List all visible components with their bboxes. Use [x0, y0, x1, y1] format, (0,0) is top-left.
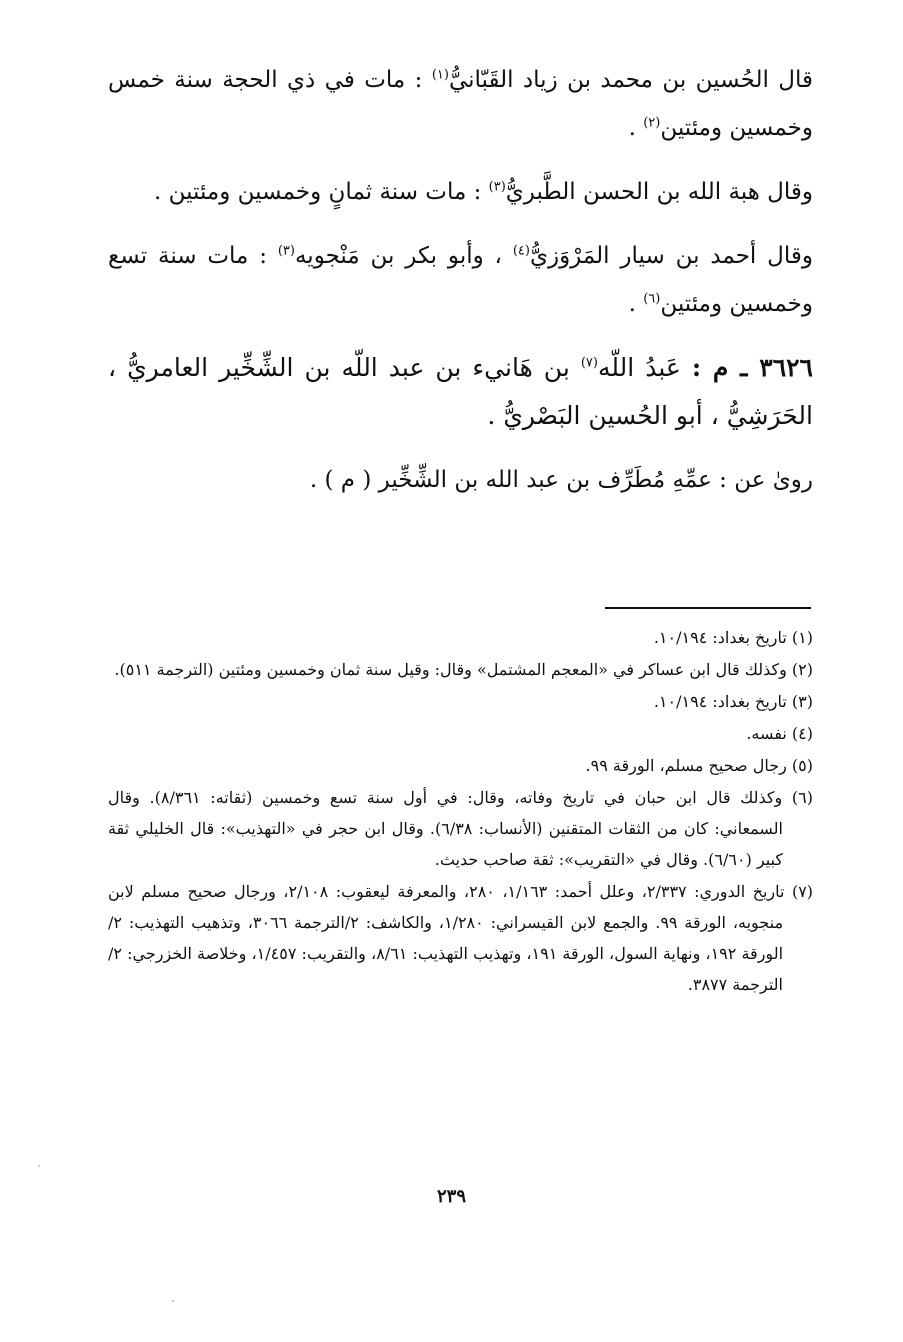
paragraph-marwazi: [108, 232, 813, 328]
text-segment: ، وأبو بكر بن مَنْجويه: [294, 243, 513, 269]
paragraph-qabbani: [108, 56, 813, 152]
text-segment: وقال هبة الله بن الحسن الطَّبريُّ: [505, 179, 813, 205]
paragraph-tabari: [108, 168, 813, 216]
text-segment: : مات في ذي الحجة سنة خمس وخمسين ومئتين: [108, 67, 813, 141]
footnote-5: (٥) رجال صحيح مسلم، الورقة ٩٩.: [585, 756, 813, 775]
footnote-1: (١) تاريخ بغداد: ١٠/١٩٤.: [653, 628, 813, 647]
footnote-4: (٤) نفسه.: [746, 724, 813, 743]
text-segment: .: [628, 115, 644, 141]
footnote-6: (٦) وكذلك قال ابن حبان في تاريخ وفاته، وقال: في أول سنة تسع وخمسين (ثقاته: ٨/٣٦١). وقال السمعاني: كان من الثقات المتقنين (الأنساب: ٦/٣٨). وقال ابن حجر في «التهذيب»: قال الخليلي ثقة كبير (٦/٦٠). وقال في «التقريب»: ثقة صاحب حديث.: [108, 788, 813, 869]
footnote-7: (٧) تاريخ الدوري: ٢/٣٣٧، وعلل أحمد: ١/١٦٣، ٢٨٠، والمعرفة ليعقوب: ٢/١٠٨، ورجال صحيح مسلم لابن منجويه، الورقة ٩٩. والجمع لابن القيسراني: ١/٢٨٠، والكاشف: ٢/الترجمة ٣٠٦٦، وتذهيب التهذيب: ٢/الورقة ١٩٢، ونهاية السول، الورقة ١٩١، وتهذيب التهذيب: ٨/٦١، والتقريب: ١/٤٥٧، وخلاصة الخزرجي: ٢/الترجمة ٣٨٧٧.: [108, 882, 814, 994]
entry-number: ٣٦٢٦ ـ م :: [691, 353, 813, 382]
entry-heading: [108, 344, 813, 440]
text-segment: .: [628, 291, 644, 317]
footnote-ref[interactable]: (٧): [580, 355, 598, 371]
footnote-ref[interactable]: (٤): [512, 243, 530, 259]
footnote-ref[interactable]: (٢): [643, 115, 661, 131]
footnote-2: (٢) وكذلك قال ابن عساكر في «المعجم المشتمل» وقال: وقيل سنة ثمان وخمسين ومئتين (الترجمة ٥١١).: [114, 660, 813, 679]
text-segment: قال الحُسين بن محمد بن زياد القَبّانيُّ: [448, 67, 813, 93]
text-segment: وقال أحمد بن سيار المَرْوَزيُّ: [529, 243, 813, 269]
footnotes: [108, 622, 813, 1001]
scan-speck: [172, 1300, 174, 1302]
footnote-divider: [605, 607, 811, 609]
scan-speck: [38, 1165, 40, 1167]
entry-lineage: بن هَانيء بن عبد اللّه بن الشِّخِّير العامريُّ ، الحَرَشِيُّ ، أبو الحُسين البَصْريُّ .: [108, 353, 813, 430]
footnote-ref[interactable]: (٦): [643, 291, 661, 307]
text-segment: : مات سنة تسع وخمسين ومئتين: [108, 243, 813, 317]
footnote-ref[interactable]: (١): [431, 67, 449, 83]
narration-line: رویٰ عن : عمِّهِ مُطَرِّف بن عبد الله بن الشِّخِّير ( م ) .: [309, 467, 813, 493]
footnote-3: (٣) تاريخ بغداد: ١٠/١٩٤.: [653, 692, 813, 711]
footnote-ref[interactable]: (٣): [488, 179, 506, 195]
entry-name: عَبدُ اللّه: [597, 353, 692, 382]
text-segment: : مات سنة ثمانٍ وخمسين ومئتين .: [153, 179, 489, 205]
footnote-ref[interactable]: (٣): [277, 243, 295, 259]
main-text: [108, 56, 813, 520]
page-number: ٢٣٩: [436, 1186, 466, 1207]
